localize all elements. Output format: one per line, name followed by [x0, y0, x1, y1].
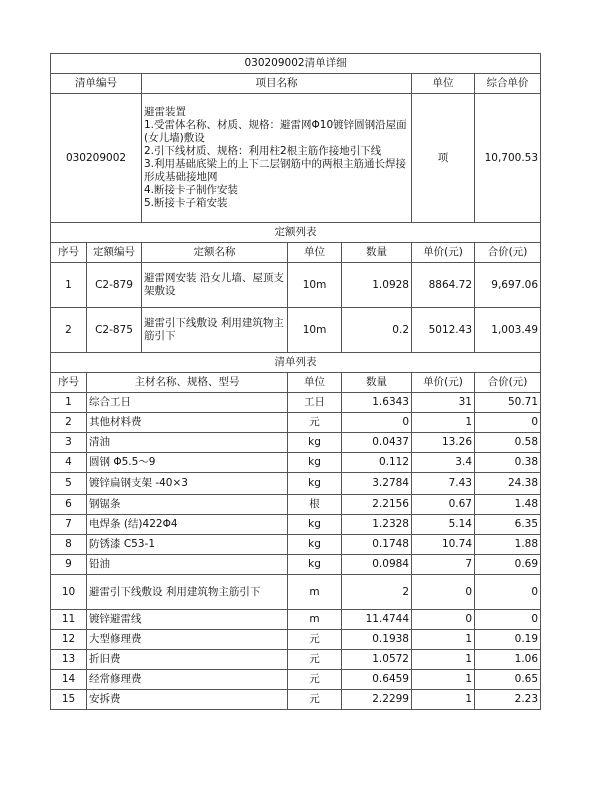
quota-price: 8864.72	[412, 263, 475, 308]
quota-name-header: 定额名称	[142, 243, 288, 263]
material-name: 避雷引下线敷设 利用建筑物主筋引下	[87, 575, 288, 610]
material-no: 7	[51, 515, 87, 535]
material-qty: 2.2156	[342, 495, 412, 515]
material-name: 圆钢 Φ5.5～9	[87, 453, 288, 473]
material-total: 1.88	[475, 535, 541, 555]
quota-row	[51, 308, 541, 353]
quota-section-title: 定额列表	[51, 223, 541, 243]
material-name: 大型修理费	[87, 630, 288, 650]
material-qty: 1.0572	[342, 650, 412, 670]
material-no: 2	[51, 413, 87, 433]
quota-no-header: 序号	[51, 243, 87, 263]
material-unit: 元	[288, 650, 342, 670]
material-name-header: 主材名称、规格、型号	[87, 373, 288, 393]
material-row	[51, 393, 541, 413]
material-no: 9	[51, 555, 87, 575]
material-row	[51, 555, 541, 575]
material-qty: 2.2299	[342, 690, 412, 710]
material-unit: 元	[288, 630, 342, 650]
material-row	[51, 433, 541, 453]
material-total: 6.35	[475, 515, 541, 535]
material-no: 4	[51, 453, 87, 473]
material-row	[51, 690, 541, 710]
material-name: 综合工日	[87, 393, 288, 413]
material-unit: 工日	[288, 393, 342, 413]
material-total: 0.19	[475, 630, 541, 650]
material-unit: 元	[288, 690, 342, 710]
material-unit: kg	[288, 535, 342, 555]
quota-price-header: 单价(元)	[412, 243, 475, 263]
bill-name-header: 项目名称	[142, 74, 412, 94]
material-qty: 0.1938	[342, 630, 412, 650]
material-rows	[51, 393, 541, 710]
material-price: 1	[412, 413, 475, 433]
material-unit: 元	[288, 670, 342, 690]
material-unit: kg	[288, 555, 342, 575]
material-qty: 0.112	[342, 453, 412, 473]
material-row	[51, 610, 541, 630]
quota-code-header: 定额编号	[87, 243, 142, 263]
quota-unit-header: 单位	[288, 243, 342, 263]
material-price: 31	[412, 393, 475, 413]
desc-line: 避雷装置	[144, 106, 186, 118]
material-no: 12	[51, 630, 87, 650]
material-no: 11	[51, 610, 87, 630]
material-price: 0	[412, 575, 475, 610]
material-unit: kg	[288, 515, 342, 535]
material-price: 1	[412, 630, 475, 650]
quota-row	[51, 263, 541, 308]
material-unit-header: 单位	[288, 373, 342, 393]
material-qty: 3.2784	[342, 473, 412, 495]
material-total: 24.38	[475, 473, 541, 495]
material-section-title: 清单列表	[51, 353, 541, 373]
material-price: 5.14	[412, 515, 475, 535]
material-price: 0	[412, 610, 475, 630]
material-price: 13.26	[412, 433, 475, 453]
material-qty: 0	[342, 413, 412, 433]
material-name: 折旧费	[87, 650, 288, 670]
material-row	[51, 495, 541, 515]
material-no: 8	[51, 535, 87, 555]
material-no: 3	[51, 433, 87, 453]
material-row	[51, 630, 541, 650]
quota-name: 避雷网安装 沿女儿墙、屋顶支架敷设	[142, 263, 288, 308]
material-qty: 0.6459	[342, 670, 412, 690]
desc-line: 1.受雷体名称、材质、规格：避雷网Φ10镀锌圆钢沿屋面(女儿墙)敷设	[144, 119, 407, 144]
material-unit: 根	[288, 495, 342, 515]
material-price: 3.4	[412, 453, 475, 473]
material-price: 7	[412, 555, 475, 575]
quota-total: 9,697.06	[475, 263, 541, 308]
material-total: 50.71	[475, 393, 541, 413]
material-unit: m	[288, 575, 342, 610]
material-no-header: 序号	[51, 373, 87, 393]
material-qty: 1.6343	[342, 393, 412, 413]
material-name: 经常修理费	[87, 670, 288, 690]
material-name: 铅油	[87, 555, 288, 575]
bill-unit-header: 单位	[412, 74, 475, 94]
material-no: 10	[51, 575, 87, 610]
bill-unit-price: 10,700.53	[475, 94, 541, 223]
material-qty: 2	[342, 575, 412, 610]
quota-total-header: 合价(元)	[475, 243, 541, 263]
material-qty-header: 数量	[342, 373, 412, 393]
quota-no: 1	[51, 263, 87, 308]
quota-code: C2-879	[87, 263, 142, 308]
material-total: 2.23	[475, 690, 541, 710]
material-price: 1	[412, 650, 475, 670]
quota-qty: 0.2	[342, 308, 412, 353]
material-row	[51, 670, 541, 690]
material-price-header: 单价(元)	[412, 373, 475, 393]
quota-qty-header: 数量	[342, 243, 412, 263]
material-total: 0	[475, 413, 541, 433]
desc-line: 3.利用基础底梁上的上下二层钢筋中的两根主筋通长焊接形成基础接地网	[144, 158, 407, 183]
material-unit: 元	[288, 413, 342, 433]
material-price: 7.43	[412, 473, 475, 495]
bill-code-header: 清单编号	[51, 74, 142, 94]
quota-qty: 1.0928	[342, 263, 412, 308]
desc-line: 2.引下线材质、规格：利用柱2根主筋作接地引下线	[144, 145, 382, 157]
material-total: 0.58	[475, 433, 541, 453]
material-total: 1.06	[475, 650, 541, 670]
material-row	[51, 453, 541, 473]
quota-code: C2-875	[87, 308, 142, 353]
material-row	[51, 473, 541, 495]
material-qty: 0.0984	[342, 555, 412, 575]
table-title: 030209002清单详细	[51, 54, 541, 74]
material-row	[51, 413, 541, 433]
material-qty: 11.4744	[342, 610, 412, 630]
material-no: 14	[51, 670, 87, 690]
material-unit: kg	[288, 453, 342, 473]
material-price: 1	[412, 690, 475, 710]
bill-code: 030209002	[51, 94, 142, 223]
material-qty: 1.2328	[342, 515, 412, 535]
quota-total: 1,003.49	[475, 308, 541, 353]
material-total-header: 合价(元)	[475, 373, 541, 393]
quota-unit: 10m	[288, 263, 342, 308]
material-qty: 0.1748	[342, 535, 412, 555]
material-name: 安拆费	[87, 690, 288, 710]
material-qty: 0.0437	[342, 433, 412, 453]
material-name: 电焊条 (结)422Φ4	[87, 515, 288, 535]
material-no: 1	[51, 393, 87, 413]
material-no: 5	[51, 473, 87, 495]
quota-name: 避雷引下线敷设 利用建筑物主筋引下	[142, 308, 288, 353]
material-name: 防锈漆 C53-1	[87, 535, 288, 555]
desc-line: 5.断接卡子箱安装	[144, 197, 228, 209]
bill-detail-table	[50, 53, 541, 710]
material-price: 1	[412, 670, 475, 690]
quota-price: 5012.43	[412, 308, 475, 353]
material-price: 0.67	[412, 495, 475, 515]
bill-unit: 项	[412, 94, 475, 223]
material-name: 钢锯条	[87, 495, 288, 515]
desc-line: 4.断接卡子制作安装	[144, 184, 239, 196]
material-unit: m	[288, 610, 342, 630]
material-name: 其他材料费	[87, 413, 288, 433]
quota-unit: 10m	[288, 308, 342, 353]
material-price: 10.74	[412, 535, 475, 555]
quota-no: 2	[51, 308, 87, 353]
material-no: 15	[51, 690, 87, 710]
material-name: 清油	[87, 433, 288, 453]
bill-description	[142, 94, 412, 223]
material-name: 镀锌扁钢支架 -40×3	[87, 473, 288, 495]
material-unit: kg	[288, 473, 342, 495]
material-total: 0	[475, 575, 541, 610]
material-no: 6	[51, 495, 87, 515]
material-total: 0.38	[475, 453, 541, 473]
material-row	[51, 535, 541, 555]
material-total: 0	[475, 610, 541, 630]
material-total: 0.65	[475, 670, 541, 690]
bill-price-header: 综合单价	[475, 74, 541, 94]
material-row	[51, 575, 541, 610]
material-row	[51, 650, 541, 670]
material-row	[51, 515, 541, 535]
material-total: 0.69	[475, 555, 541, 575]
material-total: 1.48	[475, 495, 541, 515]
material-unit: kg	[288, 433, 342, 453]
material-no: 13	[51, 650, 87, 670]
material-name: 镀锌避雷线	[87, 610, 288, 630]
